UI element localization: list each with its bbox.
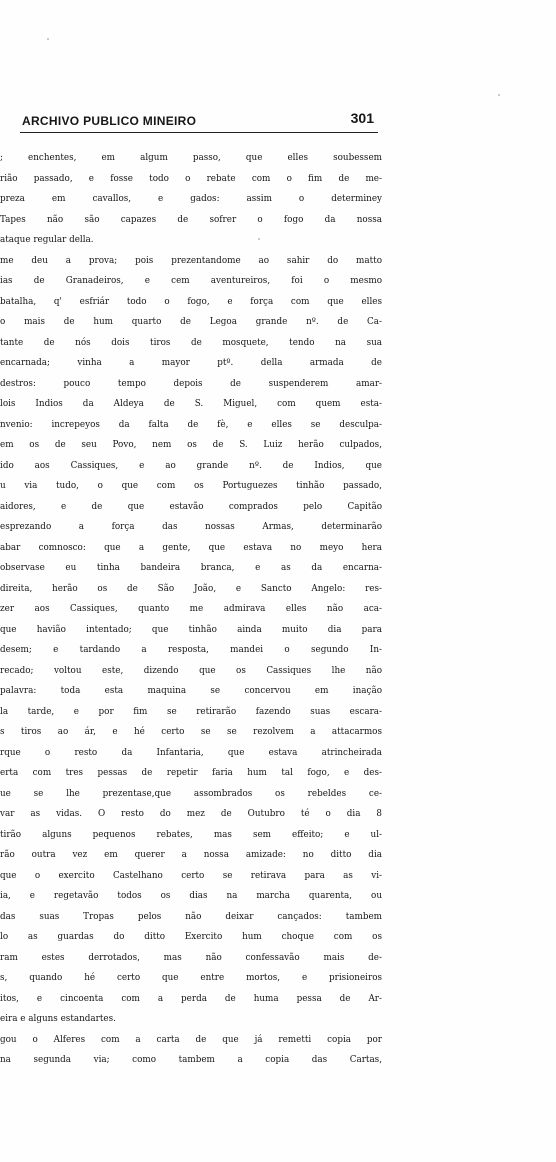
text-line: ue se lhe prezentase,que assombrados os rebeldes ce- (0, 788, 382, 799)
page-number: 301 (350, 110, 374, 126)
text-line: lois Indios da Aldeya de S. Miguel, com quem esta- (0, 399, 382, 409)
text-line: gou o Alferes com a carta de que já remetti copia por (0, 1034, 382, 1045)
text-line: abar comnosco: que a gente, que estava no meyo hera (0, 542, 382, 553)
text-line: Tapes não são capazes de sofrer o fogo da nossa (0, 214, 382, 225)
running-head: ARCHIVO PUBLICO MINEIRO (22, 114, 197, 128)
text-line: que o exercito Castelhano certo se retirava para as vi- (0, 870, 382, 881)
text-line: ido aos Cassiques, e ao grande nº. de Indios, que (0, 460, 382, 471)
text-line: aidores, e de que estavão comprados pelo Capitão (0, 501, 382, 512)
text-line: esprezando a força das nossas Armas, determinarão (0, 522, 382, 532)
text-line: recado; voltou este, dizendo que os Cassiques lhe não (0, 665, 382, 676)
text-line: ataque regular della. (0, 235, 94, 245)
body-text (0, 148, 384, 1071)
text-line: la tarde, e por fim se retirarão fazendo suas escara- (0, 706, 382, 717)
text-line: rque o resto da Infantaria, que estava atrincheirada (0, 747, 382, 758)
text-line: encarnada; vinha a mayor ptº. della armada de (0, 358, 382, 368)
text-line: erta com tres pessas de repetir faria hum tal fogo, e des- (0, 768, 382, 778)
text-line: rão outra vez em querer a nossa amizade: no ditto dia (0, 850, 382, 860)
page-header (20, 110, 378, 133)
text-line: o mais de hum quarto de Legoa grande nº. de Ca- (0, 317, 382, 327)
text-line: zer aos Cassiques, quanto me admirava elles não aca- (0, 604, 382, 614)
scan-speck (47, 38, 49, 40)
text-line: ram estes derrotados, mas não confessavão mais de- (0, 952, 382, 963)
text-line: palavra: toda esta maquina se concervou em inação (0, 686, 382, 696)
text-line: batalha, q' esfriár todo o fogo, e força com que elles (0, 296, 382, 307)
text-line: que havião intentado; que tinhão ainda muito dia para (0, 624, 382, 635)
text-line: das suas Tropas pelos não deixar cançados: tambem (0, 911, 382, 922)
text-line: ias de Granadeiros, e cem aventureiros, foi o mesmo (0, 276, 382, 286)
text-line: u via tudo, o que com os Portuguezes tinhão passado, (0, 481, 382, 491)
text-line: ; enchentes, em algum passo, que elles soubessem (0, 153, 382, 163)
text-line: nvenio: increpeyos da falta de fè, e elles se desculpa- (0, 419, 382, 430)
text-line: observase eu tinha bandeira branca, e as da encarna- (0, 563, 382, 573)
scan-speck (258, 238, 260, 240)
text-line: lo as guardas do ditto Exercito hum choque com os (0, 932, 382, 942)
text-line: tante de nós dois tiros de mosquete, tendo na sua (0, 337, 382, 348)
text-line: s, quando hé certo que entre mortos, e prisioneiros (0, 973, 382, 983)
text-line: destros: pouco tempo depois de suspenderem amar- (0, 378, 382, 389)
text-line: desem; e tardando a resposta, mandei o segundo In- (0, 645, 382, 655)
text-line: me deu a prova; pois prezentandome ao sahir do matto (0, 255, 382, 266)
text-line: var as vidas. O resto do mez de Outubro té o dia 8 (0, 809, 382, 819)
text-line: eira e alguns estandartes. (0, 1014, 116, 1024)
text-line: direita, herão os de São João, e Sancto Angelo: res- (0, 583, 382, 594)
text-line: tirão alguns pequenos rebates, mas sem effeito; e ul- (0, 829, 382, 840)
text-line: na segunda via; como tambem a copia das Cartas, (0, 1055, 382, 1065)
text-line: preza em cavallos, e gados: assim o determiney (0, 194, 382, 204)
text-line: em os de seu Povo, nem os de S. Luiz herão culpados, (0, 440, 382, 450)
text-line: itos, e cincoenta com a perda de huma pessa de Ar- (0, 993, 382, 1004)
text-line: ia, e regetavão todos os dias na marcha quarenta, ou (0, 891, 382, 901)
text-line: rião passado, e fosse todo o rebate com o fim de me- (0, 173, 382, 184)
scan-speck (498, 94, 500, 96)
text-line: s tiros ao ár, e hé certo se se rezolvem a attacarmos (0, 727, 382, 737)
